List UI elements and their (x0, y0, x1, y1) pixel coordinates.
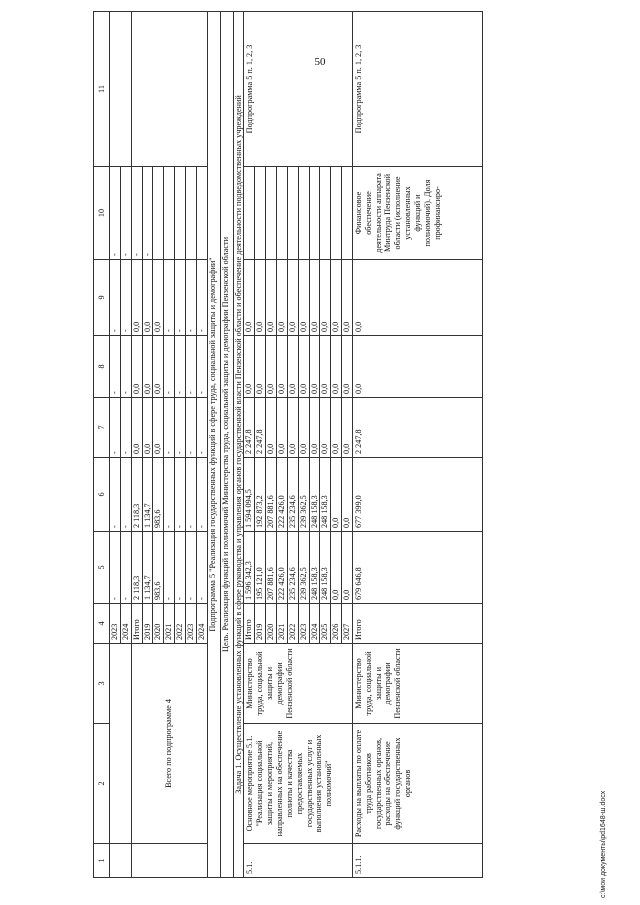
value-cell: 0,0 (255, 260, 266, 336)
value-cell: - (120, 458, 131, 532)
value-cell: - (120, 167, 131, 260)
value-cell: 0,0 (320, 260, 331, 336)
year-cell: Итого (352, 604, 482, 644)
value-cell: 0,0 (131, 260, 142, 336)
value-cell: 192 873,2 (255, 458, 266, 532)
value-cell (342, 167, 353, 260)
year-cell: 2025 (320, 604, 331, 644)
value-cell: 248 158,3 (320, 458, 331, 532)
measure-number: 5.1.1. (352, 844, 482, 878)
header-row (94, 12, 110, 878)
section-title: Подпрограмма 5 "Реализация государственных функций в сфере труда, социальной защиты и демографии" (207, 12, 220, 878)
value-cell: 0,0 (331, 398, 342, 458)
value-cell: 248 158,3 (309, 458, 320, 532)
value-cell: - (110, 458, 121, 532)
value-cell: - (164, 532, 175, 604)
value-cell: 0,0 (298, 398, 309, 458)
program-link: Подпрограмма 5 п. 1, 2, 3 (352, 12, 482, 167)
value-cell: - (185, 532, 196, 604)
table-row (207, 12, 220, 878)
column-header: 11 (94, 12, 110, 167)
value-cell: 2 247,8 (244, 398, 255, 458)
value-cell: - (131, 167, 142, 260)
value-cell: 248 158,3 (309, 532, 320, 604)
value-cell (244, 167, 255, 260)
value-cell: 0,0 (131, 336, 142, 398)
value-cell: 207 881,6 (266, 458, 277, 532)
value-cell: 983,6 (153, 458, 164, 532)
column-header: 5 (94, 532, 110, 604)
value-cell: 222 426,0 (276, 458, 287, 532)
value-cell: 2 247,8 (352, 398, 482, 458)
value-cell: 1 596 342,3 (244, 532, 255, 604)
column-header: 6 (94, 458, 110, 532)
year-cell: 2020 (266, 604, 277, 644)
value-cell: 222 426,0 (276, 532, 287, 604)
value-cell: 0,0 (342, 260, 353, 336)
value-cell: 2 118,3 (131, 458, 142, 532)
value-cell: - (110, 398, 121, 458)
value-cell: 1 594 094,5 (244, 458, 255, 532)
column-header: 4 (94, 604, 110, 644)
task-row: Задача 1. Осуществление установленных функций в сфере руководства и управления органов государственной власти Пензенской области и обеспечение деятельности подведомственных учреждений (233, 12, 244, 878)
value-cell: 0,0 (287, 260, 298, 336)
value-cell: - (196, 260, 207, 336)
year-cell: 2023 (185, 604, 196, 644)
empty-cell (110, 12, 132, 167)
value-cell: 0,0 (142, 398, 153, 458)
value-cell: 0,0 (276, 260, 287, 336)
value-cell: 0,0 (309, 398, 320, 458)
year-cell: 2022 (287, 604, 298, 644)
value-cell: - (185, 458, 196, 532)
value-cell: 0,0 (153, 398, 164, 458)
value-cell: - (110, 336, 121, 398)
year-cell: 2027 (342, 604, 353, 644)
value-cell: 0,0 (142, 260, 153, 336)
value-cell: 0,0 (255, 336, 266, 398)
value-cell (266, 167, 277, 260)
value-cell: 2 118,3 (131, 532, 142, 604)
value-cell: - (110, 532, 121, 604)
column-header: 7 (94, 398, 110, 458)
value-cell: - (164, 398, 175, 458)
value-cell (287, 167, 298, 260)
value-cell: 0,0 (342, 532, 353, 604)
empty-cell (110, 644, 132, 844)
value-cell (255, 167, 266, 260)
value-cell: 679 646,8 (352, 532, 482, 604)
value-cell: 207 881,6 (266, 532, 277, 604)
value-cell: 0,0 (287, 336, 298, 398)
value-cell: 248 158,3 (320, 532, 331, 604)
value-cell: 0,0 (331, 260, 342, 336)
value-cell: 0,0 (352, 260, 482, 336)
year-cell: Итого (131, 604, 142, 644)
value-cell: - (196, 458, 207, 532)
value-cell (309, 167, 320, 260)
value-cell: - (185, 260, 196, 336)
value-cell: - (175, 260, 186, 336)
year-cell: 2019 (142, 604, 153, 644)
empty-cell (131, 12, 207, 167)
empty-cell (131, 844, 207, 878)
value-cell: - (196, 336, 207, 398)
table-row (131, 12, 142, 878)
table-row (244, 12, 255, 878)
value-cell: - (110, 167, 121, 260)
value-cell: 0,0 (342, 336, 353, 398)
value-cell: 0,0 (142, 336, 153, 398)
value-cell: 0,0 (244, 336, 255, 398)
note-cell: Финансовое обеспечение деятельности аппарата Минтруда Пензенской области (исполнение установленных функций и полномочий). Доля профинансиро- (352, 167, 482, 260)
value-cell: - (120, 336, 131, 398)
value-cell: - (175, 532, 186, 604)
value-cell: 235 234,6 (287, 532, 298, 604)
measure-name: Расходы на выплаты по оплате труда работников государственных органов, расходы на обеспечение функций государственных органов (352, 724, 482, 844)
value-cell (276, 167, 287, 260)
value-cell: 0,0 (320, 336, 331, 398)
page-number: 50 (314, 56, 326, 68)
value-cell: - (120, 398, 131, 458)
value-cell: 0,0 (266, 260, 277, 336)
year-cell: 2020 (153, 604, 164, 644)
value-cell: 239 362,5 (298, 532, 309, 604)
column-header: 9 (94, 260, 110, 336)
value-cell: - (196, 398, 207, 458)
column-header: 10 (94, 167, 110, 260)
value-cell: 0,0 (342, 458, 353, 532)
value-cell: - (185, 336, 196, 398)
column-header: 3 (94, 644, 110, 724)
value-cell (175, 167, 186, 260)
value-cell: 983,6 (153, 532, 164, 604)
year-cell: 2023 (110, 604, 121, 644)
value-cell: - (196, 532, 207, 604)
value-cell: 0,0 (331, 336, 342, 398)
measure-number: 5.1. (244, 844, 352, 878)
value-cell: 235 234,6 (287, 458, 298, 532)
program-link: Подпрограмма 5 п. 1, 2, 3 (244, 12, 352, 167)
value-cell: 0,0 (331, 458, 342, 532)
table-row (110, 12, 121, 878)
value-cell: 677 399,0 (352, 458, 482, 532)
year-cell: 2021 (276, 604, 287, 644)
year-cell: 2021 (164, 604, 175, 644)
value-cell (164, 167, 175, 260)
year-cell: 2019 (255, 604, 266, 644)
table-row (220, 12, 233, 878)
value-cell: - (175, 398, 186, 458)
year-cell: 2023 (298, 604, 309, 644)
value-cell (153, 167, 164, 260)
executor-cell: Министерство труда, социальной защиты и демографии Пензенской области (244, 644, 352, 724)
executor-cell: Министерство труда, социальной защиты и демографии Пензенской области (352, 644, 482, 724)
empty-cell (110, 844, 132, 878)
value-cell: 195 121,0 (255, 532, 266, 604)
value-cell: 0,0 (320, 398, 331, 458)
value-cell: 0,0 (298, 336, 309, 398)
year-cell: 2024 (120, 604, 131, 644)
value-cell: - (110, 260, 121, 336)
value-cell: - (120, 260, 131, 336)
value-cell: - (164, 336, 175, 398)
budget-table (93, 11, 483, 878)
column-header: 2 (94, 724, 110, 844)
value-cell: - (142, 167, 153, 260)
year-cell: 2024 (309, 604, 320, 644)
value-cell: 0,0 (287, 398, 298, 458)
value-cell: 0,0 (276, 336, 287, 398)
value-cell: 1 134,7 (142, 532, 153, 604)
value-cell: 0,0 (342, 398, 353, 458)
table-row (352, 12, 482, 878)
value-cell: 0,0 (266, 336, 277, 398)
subtotal-label: Всего по подпрограмме 4 (131, 644, 207, 844)
value-cell: 0,0 (298, 260, 309, 336)
value-cell: - (164, 458, 175, 532)
value-cell (185, 167, 196, 260)
value-cell: - (164, 260, 175, 336)
table-row (233, 12, 244, 878)
value-cell (196, 167, 207, 260)
value-cell: - (175, 336, 186, 398)
year-cell: 2022 (175, 604, 186, 644)
value-cell: 0,0 (131, 398, 142, 458)
value-cell (298, 167, 309, 260)
value-cell (320, 167, 331, 260)
value-cell (331, 167, 342, 260)
value-cell: 239 362,5 (298, 458, 309, 532)
year-cell: 2024 (196, 604, 207, 644)
value-cell: - (120, 532, 131, 604)
rotated-table-wrapper (93, 12, 588, 878)
value-cell: 0,0 (309, 336, 320, 398)
value-cell: - (175, 458, 186, 532)
year-cell: 2026 (331, 604, 342, 644)
year-cell: Итого (244, 604, 255, 644)
value-cell: 0,0 (331, 532, 342, 604)
value-cell: 0,0 (352, 336, 482, 398)
column-header: 8 (94, 336, 110, 398)
value-cell: 0,0 (276, 398, 287, 458)
column-header: 1 (94, 844, 110, 878)
value-cell: 0,0 (309, 260, 320, 336)
value-cell: 0,0 (153, 260, 164, 336)
value-cell: 2 247,8 (255, 398, 266, 458)
value-cell: - (185, 398, 196, 458)
value-cell: 1 134,7 (142, 458, 153, 532)
value-cell: 0,0 (153, 336, 164, 398)
measure-name: Основное мероприятие 5.1. "Реализация социальной защиты и мероприятий, направленных на обеспечение полноты и качества предоставляемых государственных услуг и выполнения установленных полномочий" (244, 724, 352, 844)
value-cell: 0,0 (266, 398, 277, 458)
footer-file-path: c:\мои документы\pd1648-ш.docx (600, 790, 607, 898)
value-cell: 0,0 (244, 260, 255, 336)
goal-row: Цель. Реализация функций и полномочий Министерства труда, социальной защиты и демографии Пензенской области (220, 12, 233, 878)
